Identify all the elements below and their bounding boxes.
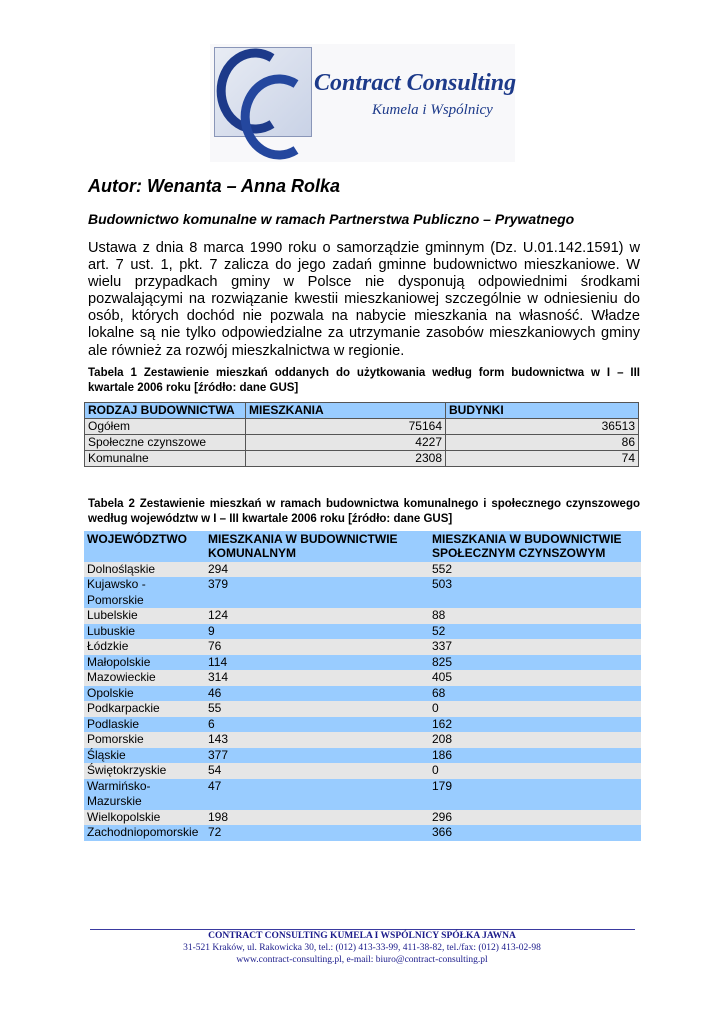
table-cell: Podlaskie xyxy=(84,717,205,733)
table-cell: Komunalne xyxy=(85,450,246,466)
table-row xyxy=(84,779,641,810)
table-cell: Mazowieckie xyxy=(84,670,205,686)
table-cell: Lubuskie xyxy=(84,624,205,640)
footer-company: CONTRACT CONSULTING KUMELA I WSPÓLNICY SPÓŁKA JAWNA xyxy=(208,931,516,941)
table-cell: 47 xyxy=(205,779,429,810)
table-row xyxy=(84,624,641,640)
table-row xyxy=(84,562,641,578)
article-subtitle: Budownictwo komunalne w ramach Partnerstwa Publiczno – Prywatnego xyxy=(88,211,575,227)
table-cell: 124 xyxy=(205,608,429,624)
column-header: WOJEWÓDZTWO xyxy=(84,531,205,562)
table-row xyxy=(84,717,641,733)
table-cell: 52 xyxy=(429,624,641,640)
table-cell: 198 xyxy=(205,810,429,826)
column-header: MIESZKANIA W BUDOWNICTWIE KOMUNALNYM xyxy=(205,531,429,562)
table-cell: Dolnośląskie xyxy=(84,562,205,578)
table-cell: 143 xyxy=(205,732,429,748)
table-cell: 46 xyxy=(205,686,429,702)
table-cell: 162 xyxy=(429,717,641,733)
table-cell: Zachodniopomorskie xyxy=(84,825,205,841)
table-row xyxy=(85,450,639,466)
table-cell: Kujawsko - Pomorskie xyxy=(84,577,205,608)
table-cell: 75164 xyxy=(246,418,446,434)
table-row xyxy=(85,418,639,434)
column-header: BUDYNKI xyxy=(446,402,639,418)
table-cell: 114 xyxy=(205,655,429,671)
table-cell: 6 xyxy=(205,717,429,733)
table-cell: Społeczne czynszowe xyxy=(85,434,246,450)
table-cell: 76 xyxy=(205,639,429,655)
table-cell: 377 xyxy=(205,748,429,764)
table-row xyxy=(84,763,641,779)
table-cell: 0 xyxy=(429,763,641,779)
table-row xyxy=(84,825,641,841)
table-row xyxy=(84,701,641,717)
table-row xyxy=(84,810,641,826)
table-construction-types xyxy=(84,402,639,467)
column-header: MIESZKANIA xyxy=(246,402,446,418)
table-cell: 208 xyxy=(429,732,641,748)
body-paragraph: Ustawa z dnia 8 marca 1990 roku o samorządzie gminnym (Dz. U.01.142.1591) w art. 7 ust. 1, pkt. 7 zalicza do jego zadań gminne budownictwo mieszkaniowe. W wielu przypadkach gminy w Polsce nie dysponują odpowiednimi środkami pozwalającymi na rozwiązanie kwestii mieszkaniowej szczególnie w odniesieniu do osób, których dochód nie pozwala na nabycie mieszkania na własność. Władze lokalne są nie tylko odpowiedzialne za utrzymanie zasobów mieszkaniowych gminy ale również za rozwój mieszkalnictwa w regionie. xyxy=(88,240,640,359)
table-cell: 503 xyxy=(429,577,641,608)
table-row xyxy=(84,748,641,764)
table-cell: 4227 xyxy=(246,434,446,450)
company-logo xyxy=(210,44,515,162)
logo-subtitle: Kumela i Wspólnicy xyxy=(372,102,493,118)
table-cell: 552 xyxy=(429,562,641,578)
table-cell: 74 xyxy=(446,450,639,466)
table-cell: Pomorskie xyxy=(84,732,205,748)
table-cell: Wielkopolskie xyxy=(84,810,205,826)
table-cell: Podkarpackie xyxy=(84,701,205,717)
author-heading: Autor: Wenanta – Anna Rolka xyxy=(88,176,341,196)
main-content xyxy=(88,240,640,841)
table-cell: 314 xyxy=(205,670,429,686)
table-cell: Warmińsko-Mazurskie xyxy=(84,779,205,810)
table-cell: 86 xyxy=(446,434,639,450)
table-cell: 179 xyxy=(429,779,641,810)
table-cell: Ogółem xyxy=(85,418,246,434)
table-cell: 9 xyxy=(205,624,429,640)
table-row xyxy=(84,577,641,608)
table1-caption: Tabela 1 Zestawienie mieszkań oddanych do użytkowania według form budownictwa w I – III kwartale 2006 roku [źródło: dane GUS] xyxy=(88,366,640,394)
table-cell: Świętokrzyskie xyxy=(84,763,205,779)
table-row xyxy=(84,655,641,671)
table-voivodeships xyxy=(84,531,641,841)
table-cell: 186 xyxy=(429,748,641,764)
table-row xyxy=(84,608,641,624)
logo-cc-icon xyxy=(210,44,320,162)
table-cell: Lubelskie xyxy=(84,608,205,624)
table-cell: 36513 xyxy=(446,418,639,434)
table-cell: 337 xyxy=(429,639,641,655)
table-cell: Śląskie xyxy=(84,748,205,764)
footer-contact: www.contract-consulting.pl, e-mail: biuro@contract-consulting.pl xyxy=(236,955,488,965)
table2-caption: Tabela 2 Zestawienie mieszkań w ramach budownictwa komunalnego i społecznego czynszowego według województw w I – III kwartale 2006 roku [źródło: dane GUS] xyxy=(88,497,640,525)
table-row xyxy=(84,639,641,655)
table-cell: 55 xyxy=(205,701,429,717)
table-cell: Opolskie xyxy=(84,686,205,702)
column-header: MIESZKANIA W BUDOWNICTWIE SPOŁECZNYM CZYNSZOWYM xyxy=(429,531,641,562)
table-cell: 405 xyxy=(429,670,641,686)
table-cell: 296 xyxy=(429,810,641,826)
logo-title: Contract Consulting xyxy=(314,70,517,96)
table-row xyxy=(85,434,639,450)
table-cell: Małopolskie xyxy=(84,655,205,671)
table-cell: 68 xyxy=(429,686,641,702)
table-cell: 72 xyxy=(205,825,429,841)
table-cell: Łódzkie xyxy=(84,639,205,655)
table-cell: 0 xyxy=(429,701,641,717)
table-cell: 2308 xyxy=(246,450,446,466)
table-cell: 379 xyxy=(205,577,429,608)
table-cell: 294 xyxy=(205,562,429,578)
table-cell: 88 xyxy=(429,608,641,624)
table-cell: 54 xyxy=(205,763,429,779)
footer-address: 31-521 Kraków, ul. Rakowicka 30, tel.: (012) 413-33-99, 411-38-82, tel./fax: (012) 413-02-98 xyxy=(183,943,541,953)
column-header: RODZAJ BUDOWNICTWA xyxy=(85,402,246,418)
table-row xyxy=(84,670,641,686)
table-cell: 825 xyxy=(429,655,641,671)
table-row xyxy=(84,686,641,702)
table-row xyxy=(84,732,641,748)
table-cell: 366 xyxy=(429,825,641,841)
